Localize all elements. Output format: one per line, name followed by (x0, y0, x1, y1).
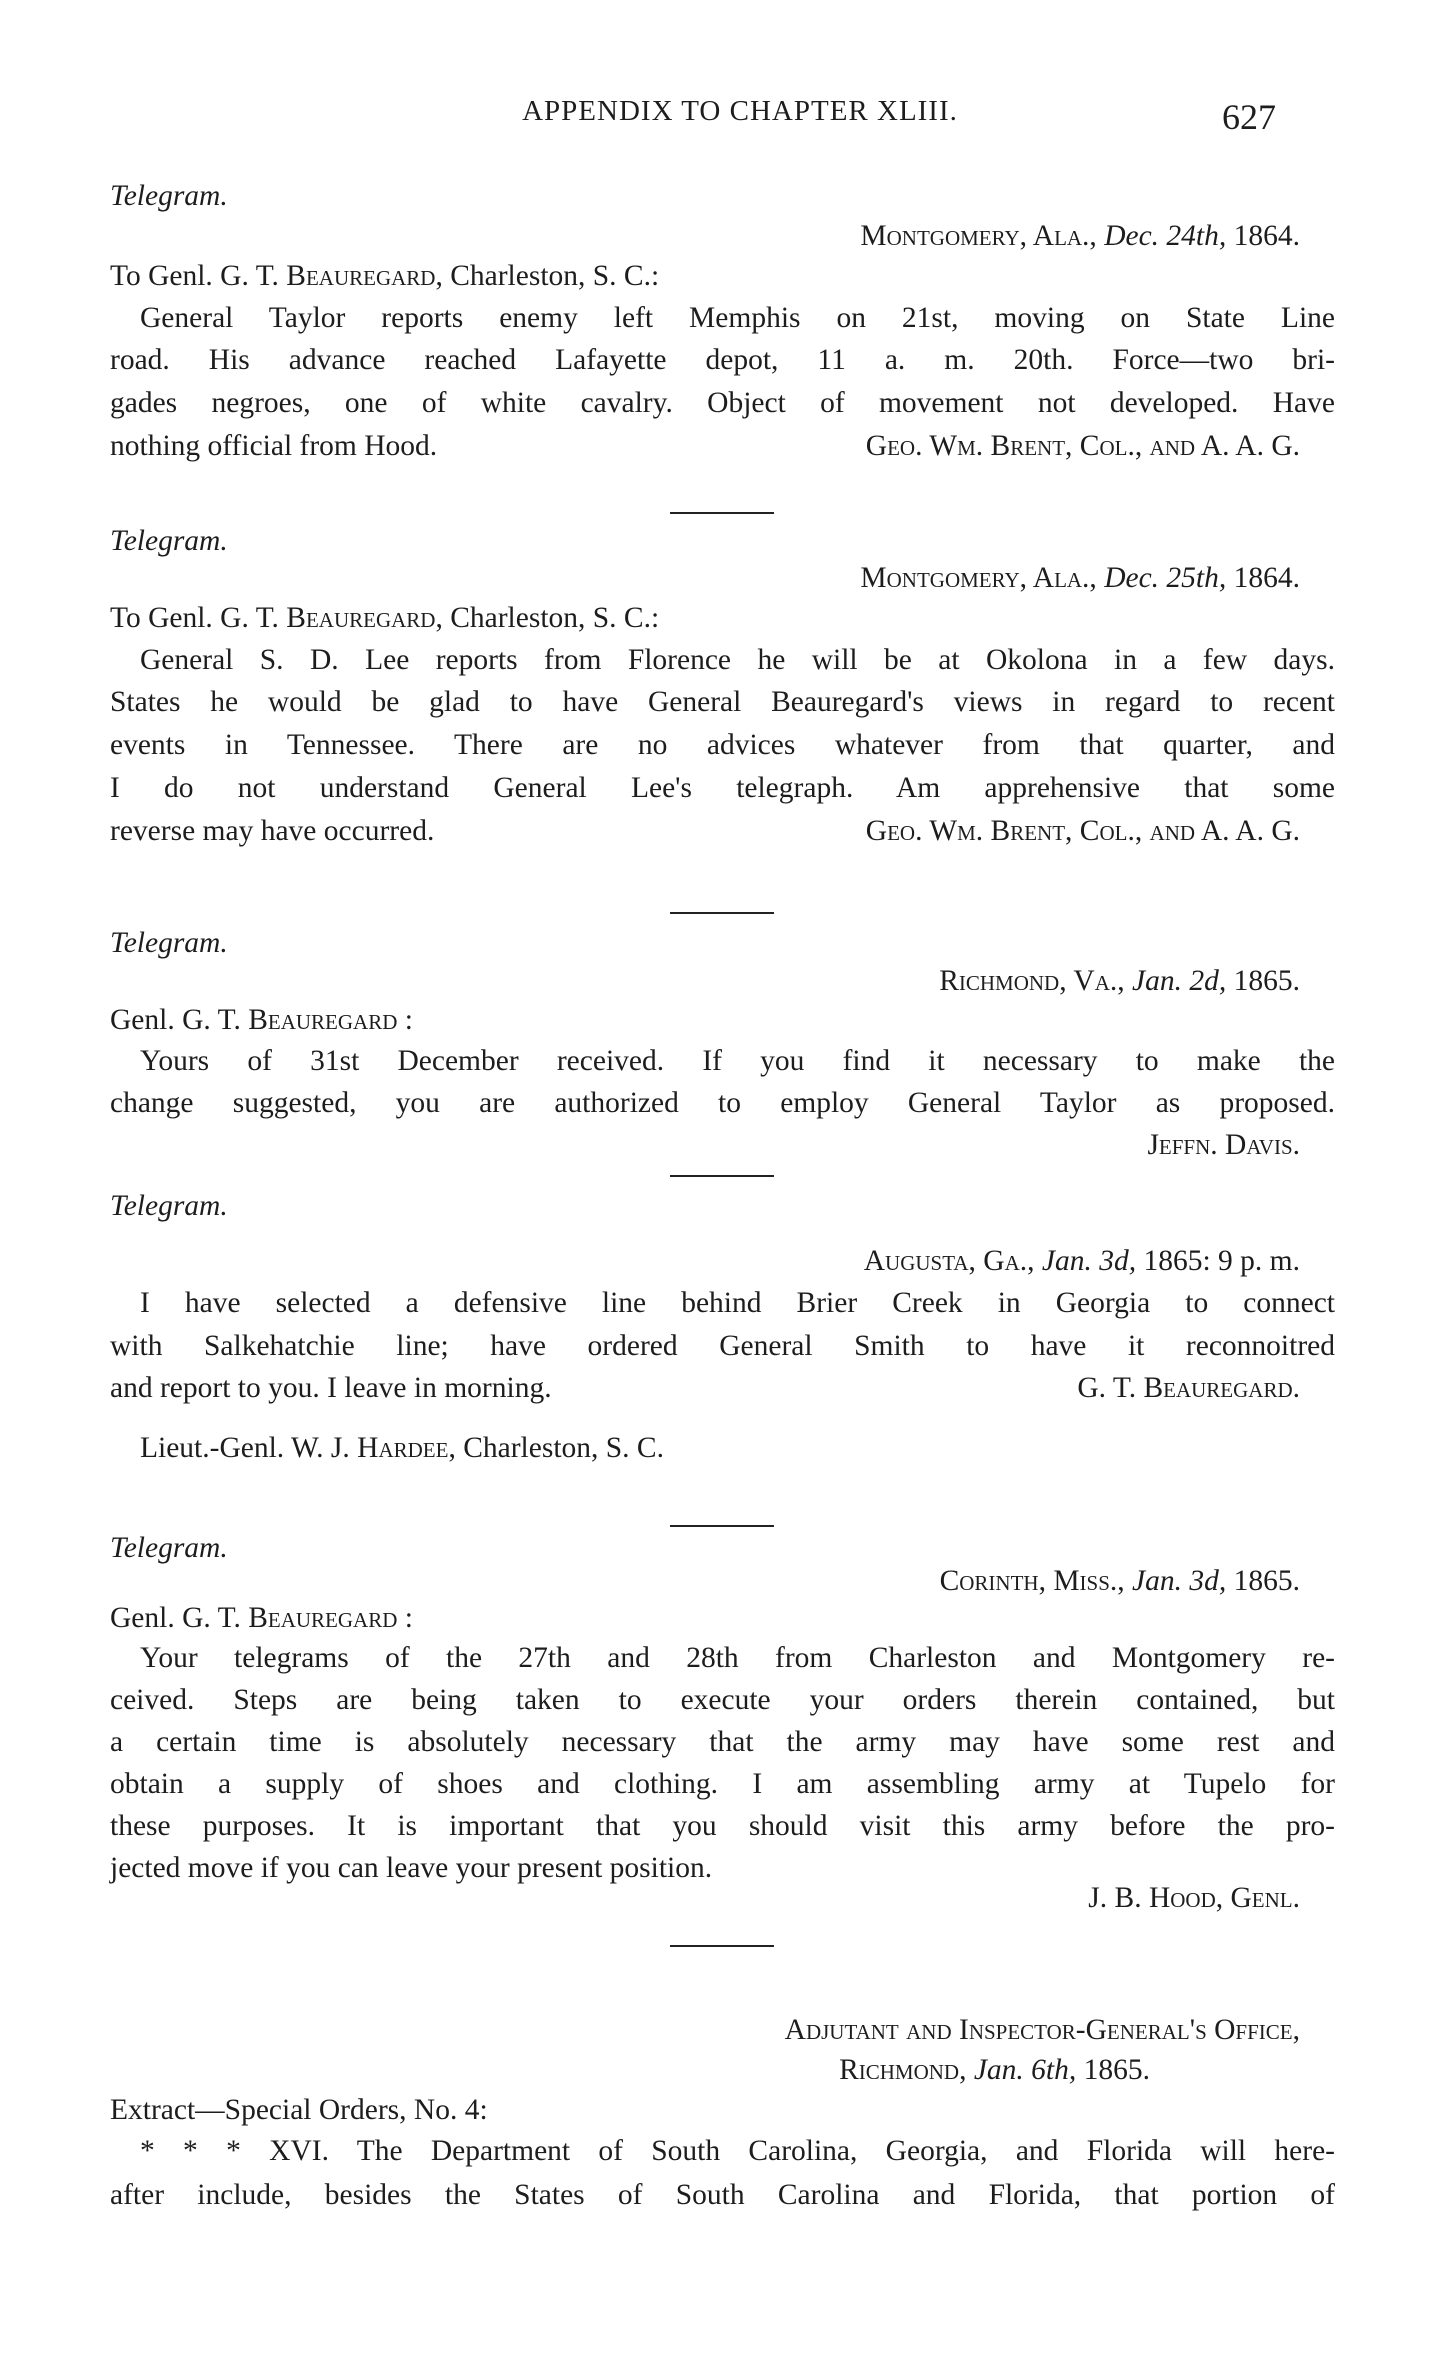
section-divider (670, 512, 774, 514)
body-line: * * * XVI. The Department of South Carolina, Georgia, and Florida will here- (140, 2135, 1335, 2167)
telegram-dateline (110, 560, 1300, 596)
telegram-label: Telegram. (110, 1190, 228, 1222)
signature-text: J. B. Hood, Genl. (1088, 1882, 1300, 1914)
addressee-name: Beauregard (248, 1602, 398, 1634)
addressee-prefix: Genl. G. T. (110, 1602, 241, 1634)
addressee-suffix: Charleston, S. C.: (450, 602, 660, 634)
dateline-year: 1865: 9 p. m. (1143, 1245, 1300, 1277)
page-number: 627 (1222, 97, 1276, 137)
signature: G. T. Beauregard. (1077, 1372, 1300, 1404)
telegram-label: Telegram. (110, 525, 228, 557)
body-line: obtain a supply of shoes and clothing. I am assembling army at Tupelo for (110, 1768, 1335, 1800)
dateline-date: Dec. 24th, (1104, 220, 1227, 252)
office-heading: Adjutant and Inspector-General's Office, (784, 2014, 1300, 2046)
body-line: General Taylor reports enemy left Memphis on 21st, moving on State Line (140, 302, 1335, 334)
telegram-label: Telegram. (110, 927, 228, 959)
telegram-dateline (110, 963, 1300, 999)
telegram-addressee (110, 258, 1335, 294)
telegram-addressee (110, 1600, 1335, 1636)
addressee-suffix: Charleston, S. C.: (450, 260, 660, 292)
addressee-suffix: : (404, 1602, 413, 1634)
section-divider (670, 1175, 774, 1177)
dateline-place: Corinth, Miss., (939, 1565, 1125, 1597)
body-line: States he would be glad to have General Beauregard's views in regard to recent (110, 686, 1335, 718)
body-text: and report to you. I leave in morning. (110, 1372, 552, 1404)
order-heading: Extract—Special Orders, No. 4: (110, 2094, 488, 2126)
telegram-label: Telegram. (110, 1532, 228, 1564)
dateline-place: Augusta, Ga., (863, 1245, 1035, 1277)
signature: Jeffn. Davis. (1147, 1129, 1300, 1161)
section-divider (670, 1945, 774, 1947)
dateline-date: Jan. 3d, (1041, 1245, 1137, 1277)
addressee-name: Beauregard, (286, 260, 443, 292)
telegram-addressee (110, 1002, 1335, 1038)
body-line: I do not understand General Lee's telegraph. Am apprehensive that some (110, 772, 1335, 804)
body-line: General S. D. Lee reports from Florence he will be at Okolona in a few days. (140, 644, 1335, 676)
dateline-date: Jan. 2d, (1132, 965, 1227, 997)
dateline-year: 1864. (1233, 562, 1300, 594)
dateline-place: Montgomery, Ala., (860, 562, 1097, 594)
body-line-with-signature (110, 813, 1300, 849)
telegram-label: Telegram. (110, 180, 228, 212)
dateline-place: Richmond, Va., (939, 965, 1125, 997)
body-line: these purposes. It is important that you should visit this army before the pro- (110, 1810, 1335, 1842)
dateline-place: Montgomery, Ala., (860, 220, 1097, 252)
body-line: gades negroes, one of white cavalry. Object of movement not developed. Have (110, 387, 1335, 419)
dateline-year: 1865. (1233, 965, 1300, 997)
section-divider (670, 1525, 774, 1527)
running-header: APPENDIX TO CHAPTER XLIII. (522, 95, 958, 127)
body-line: change suggested, you are authorized to employ General Taylor as proposed. (110, 1087, 1335, 1119)
dateline-date: Jan. 3d, (1132, 1565, 1227, 1597)
telegram-dateline (110, 218, 1300, 254)
dateline-year: 1864. (1233, 220, 1300, 252)
addressee-name: Beauregard (248, 1004, 398, 1036)
dateline-date: Jan. 6th, (973, 2054, 1077, 2086)
addressee-prefix: To Genl. G. T. (110, 602, 279, 634)
addressee-prefix: Genl. G. T. (110, 1004, 241, 1036)
signature: Geo. Wm. Brent, Col., and A. A. G. (865, 430, 1300, 462)
addressee-name: Beauregard, (286, 602, 443, 634)
telegram-addressee (110, 1430, 1335, 1466)
body-line: ceived. Steps are being taken to execute your orders therein contained, but (110, 1684, 1335, 1716)
addressee-prefix: Lieut.-Genl. W. J. (140, 1432, 350, 1464)
telegram-addressee (110, 600, 1335, 636)
body-line: jected move if you can leave your present position. (110, 1852, 713, 1884)
addressee-suffix: : (404, 1004, 413, 1036)
addressee-name: Hardee, (357, 1432, 456, 1464)
body-line: Your telegrams of the 27th and 28th from Charleston and Montgomery re- (140, 1642, 1335, 1674)
order-dateline (110, 2052, 1150, 2088)
body-line: events in Tennessee. There are no advices whatever from that quarter, and (110, 729, 1335, 761)
addressee-suffix: Charleston, S. C. (463, 1432, 664, 1464)
body-line: with Salkehatchie line; have ordered General Smith to have it reconnoitred (110, 1330, 1335, 1362)
body-line-with-signature (110, 428, 1300, 464)
body-line: road. His advance reached Lafayette depot, 11 a. m. 20th. Force—two bri- (110, 344, 1335, 376)
addressee-prefix: To Genl. G. T. (110, 260, 279, 292)
dateline-year: 1865. (1233, 1565, 1300, 1597)
telegram-dateline (110, 1563, 1300, 1599)
body-line: I have selected a defensive line behind Brier Creek in Georgia to connect (140, 1287, 1335, 1319)
body-line: Yours of 31st December received. If you find it necessary to make the (140, 1045, 1335, 1077)
body-text: reverse may have occurred. (110, 815, 435, 847)
dateline-year: 1865. (1083, 2054, 1150, 2086)
body-text: nothing official from Hood. (110, 430, 438, 462)
section-divider (670, 912, 774, 914)
body-line-with-signature (110, 1370, 1300, 1406)
signature: Geo. Wm. Brent, Col., and A. A. G. (865, 815, 1300, 847)
dateline-place: Richmond, (839, 2054, 967, 2086)
dateline-date: Dec. 25th, (1104, 562, 1227, 594)
body-line: after include, besides the States of South Carolina and Florida, that portion of (110, 2179, 1335, 2211)
signature (110, 1880, 1300, 1916)
telegram-dateline (110, 1243, 1300, 1279)
body-line: a certain time is absolutely necessary that the army may have some rest and (110, 1726, 1335, 1758)
